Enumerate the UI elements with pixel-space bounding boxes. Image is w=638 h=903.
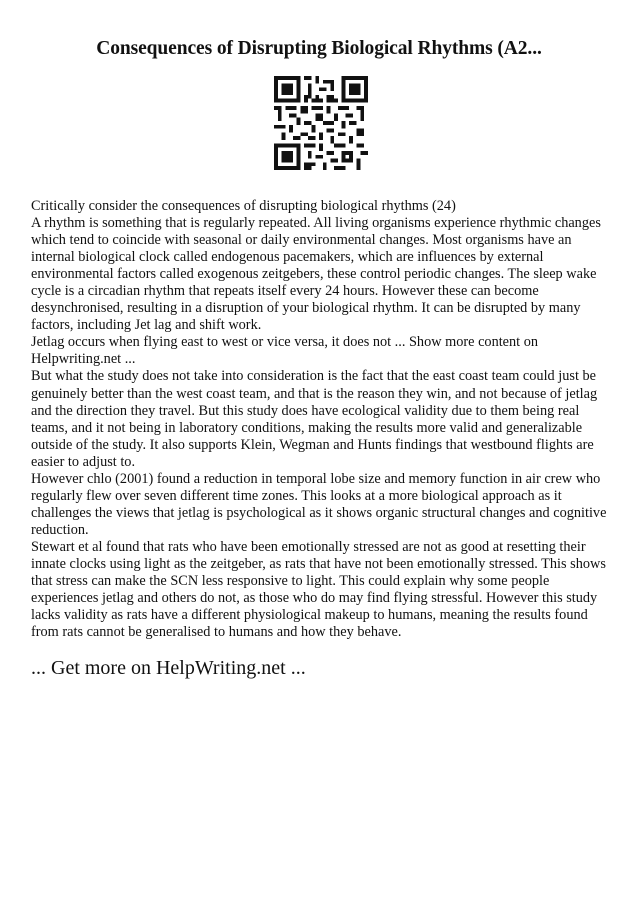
paragraph: Stewart et al found that rats who have been emotionally stressed are not as good at resetting their innate clocks using light as the zeitgeber, as rats that have not been emotionally stressed. This shows that stress can make the SCN less responsive to light. This could explain why some people experiences jetlag and others do not, as those who do may find flying stressful. However this study lacks validity as rats have a different physiological makeup to humans, meaning the results found from rats cannot be generalised to humans and how they behave. (31, 538, 606, 641)
document-title: Consequences of Disrupting Biological Rhythms (A2... (96, 38, 542, 59)
paragraph: But what the study does not take into consideration is the fact that the east coast team could just be genuinely better than the west coast team, and that is the reason they win, and not because of jetlag and the direction they travel. But this study does have ecological validity due to them being real teams, and it not being in laboratory conditions, making the results more valid and generalizable outside of the study. It also supports Klein, Wegman and Hunts findings that westbound flights are easier to adjust to. (31, 368, 598, 470)
paragraph: A rhythm is something that is regularly repeated. All living organisms experience rhythmic changes which tend to coincide with seasonal or daily environmental changes. Most organisms have an internal biological clock called endogenous pacemakers, which are influences by external environmental factors called exogenous zeitgebers, these control periodic changes. The sleep wake cycle is a circadian rhythm that repeats itself every 24 hours. However these can become desynchronised, resulting in a disruption of your biological rhythm. It can be disrupted by many factors, including Jet lag and shift work. (31, 215, 601, 334)
qr-code[interactable] (274, 76, 368, 170)
get-more-link[interactable]: ... Get more on HelpWriting.net ... (31, 657, 306, 679)
paragraph: Jetlag occurs when flying east to west or vice versa, it does not ... Show more content on Helpwriting.net ... (31, 334, 539, 368)
paragraph: However chlo (2001) found a reduction in temporal lobe size and memory function in air crew who regularly flew over seven different time zones. This looks at a more biological approach as it challenges the views that jetlag is psychological as it shows organic structural changes and cognitive reduction. (31, 470, 607, 538)
essay-question: Critically consider the consequences of disrupting biological rhythms (24) (31, 198, 456, 214)
document-body (31, 198, 611, 641)
